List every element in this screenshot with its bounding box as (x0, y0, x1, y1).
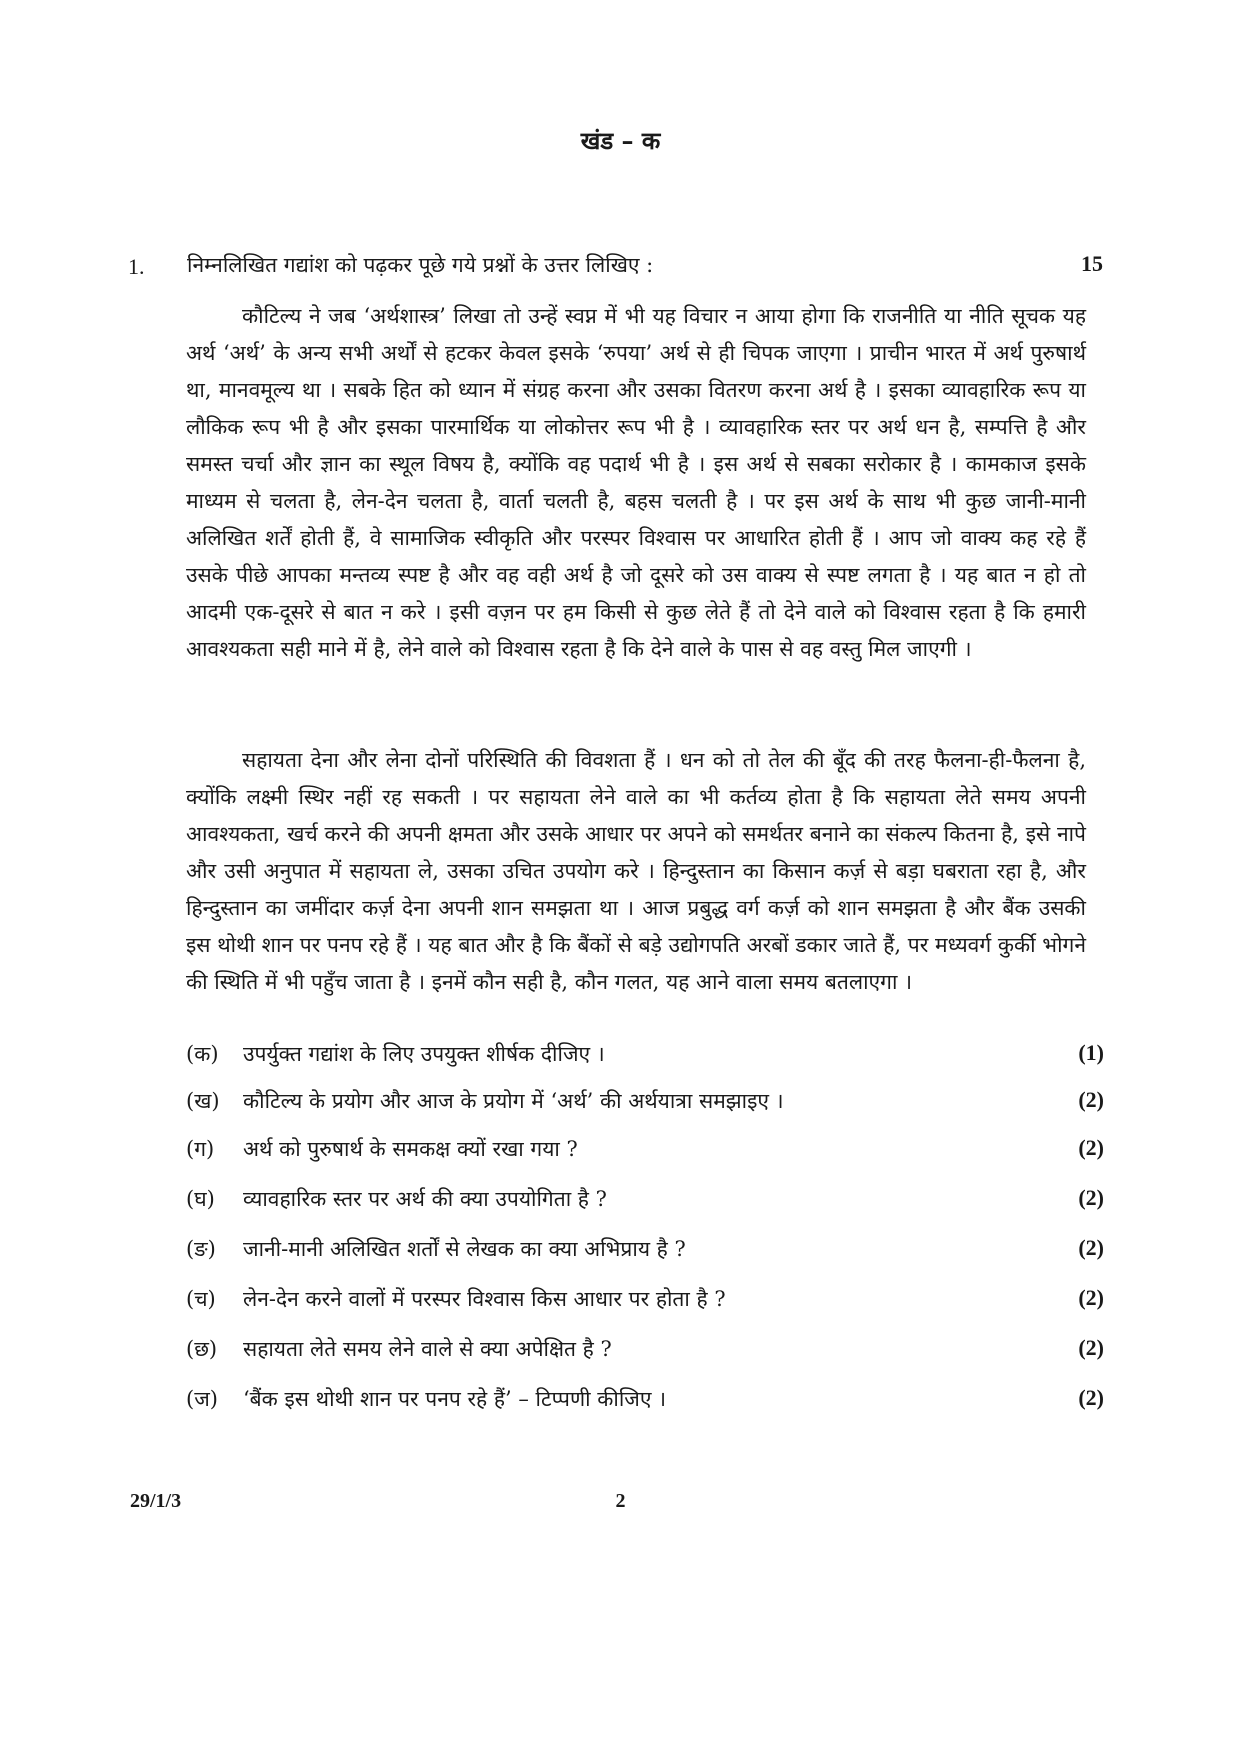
sub-question-marks: (2) (1078, 1385, 1104, 1410)
sub-question-label: (ग) (186, 1137, 215, 1161)
sub-question-label: (ख) (186, 1089, 220, 1113)
sub-question-marks: (2) (1078, 1285, 1104, 1310)
sub-question-marks: (2) (1078, 1185, 1104, 1210)
question-marks: 15 (1081, 251, 1103, 276)
sub-question-cha (186, 1285, 1104, 1321)
sub-question-marks: (2) (1078, 1135, 1104, 1160)
sub-question-text: अर्थ को पुरुषार्थ के समकक्ष क्यों रखा गया ? (243, 1137, 578, 1161)
sub-question-text: व्यावहारिक स्तर पर अर्थ की क्या उपयोगिता है ? (243, 1187, 607, 1211)
sub-question-ga (186, 1135, 1104, 1171)
question-instruction: निम्नलिखित गद्यांश को पढ़कर पूछे गये प्रश्नों के उत्तर लिखिए : (187, 253, 654, 277)
sub-question-text: कौटिल्य के प्रयोग और आज के प्रयोग में ‘अर्थ’ की अर्थयात्रा समझाइए । (243, 1089, 784, 1113)
sub-question-marks: (2) (1078, 1087, 1104, 1112)
sub-question-label: (क) (186, 1042, 219, 1066)
sub-question-ja (186, 1385, 1104, 1421)
sub-question-kha (186, 1087, 1104, 1123)
sub-question-marks: (2) (1078, 1335, 1104, 1360)
passage-paragraph-2: सहायता देना और लेना दोनों परिस्थिति की विवशता हैं । धन को तो तेल की बूँद की तरह फैलना-ही-फैलना है, क्योंकि लक्ष्मी स्थिर नहीं रह सकती । पर सहायता लेने वाले का भी कर्तव्य होता है कि सहायता लेते समय अपनी आवश्यकता, खर्च करने की अपनी क्षमता और उसके आधार पर अपने को समर्थतर बनाने का संकल्प कितना है, इसे नापे और उसी अनुपात में सहायता ले, उसका उचित उपयोग करे । हिन्दुस्तान का किसान कर्ज़ से बड़ा घबराता रहा है, और हिन्दुस्तान का जमींदार कर्ज़ देना अपनी शान समझता था । आज प्रबुद्ध वर्ग कर्ज़ को शान समझता है और बैंक उसकी इस थोथी शान पर पनप रहे हैं । यह बात और है कि बैंकों से बड़े उद्योगपति अरबों डकार जाते हैं, पर मध्यवर्ग कुर्की भोगने की स्थिति में भी पहुँच जाता है । इनमें कौन सही है, कौन गलत, यह आने वाला समय बतलाएगा । (186, 748, 1086, 994)
sub-question-text: लेन-देन करने वालों में परस्पर विश्वास किस आधार पर होता है ? (243, 1287, 726, 1311)
sub-question-text: जानी-मानी अलिखित शर्तों से लेखक का क्या अभिप्राय है ? (243, 1237, 686, 1261)
question-number: 1. (128, 254, 145, 279)
section-title: खंड – क (580, 126, 661, 155)
sub-question-marks: (1) (1078, 1040, 1104, 1065)
sub-question-gha (186, 1185, 1104, 1221)
paper-code: 29/1/3 (130, 1490, 182, 1512)
sub-question-label: (छ) (186, 1337, 218, 1361)
passage-paragraph-1: कौटिल्य ने जब ‘अर्थशास्त्र’ लिखा तो उन्हें स्वप्न में भी यह विचार न आया होगा कि राजनीति या नीति सूचक यह अर्थ ‘अर्थ’ के अन्य सभी अर्थों से हटकर केवल इसके ‘रुपया’ अर्थ से ही चिपक जाएगा । प्राचीन भारत में अर्थ पुरुषार्थ था, मानवमूल्य था । सबके हित को ध्यान में संग्रह करना और उसका वितरण करना अर्थ है । इसका व्यावहारिक रूप या लौकिक रूप भी है और इसका पारमार्थिक या लोकोत्तर रूप भी है । व्यावहारिक स्तर पर अर्थ धन है, सम्पत्ति है और समस्त चर्चा और ज्ञान का स्थूल विषय है, क्योंकि वह पदार्थ भी है । इस अर्थ से सबका सरोकार है । कामकाज इसके माध्यम से चलता है, लेन-देन चलता है, वार्ता चलती है, बहस चलती है । पर इस अर्थ के साथ भी कुछ जानी-मानी अलिखित शर्तें होती हैं, वे सामाजिक स्वीकृति और परस्पर विश्वास पर आधारित होती हैं । आप जो वाक्य कह रहे हैं उसके पीछे आपका मन्तव्य स्पष्ट है और वह वही अर्थ है जो दूसरे को उस वाक्य से स्पष्ट लगता है । यह बात न हो तो आदमी एक-दूसरे से बात न करे । इसी वज़न पर हम किसी से कुछ लेते हैं तो देने वाले को विश्वास रहता है कि हमारी आवश्यकता सही माने में है, लेने वाले को विश्वास रहता है कि देने वाले के पास से वह वस्तु मिल जाएगी । (186, 304, 1086, 661)
sub-question-label: (घ) (186, 1187, 215, 1211)
sub-question-label: (च) (186, 1287, 216, 1311)
sub-question-chha (186, 1335, 1104, 1371)
sub-question-label: (ज) (186, 1387, 218, 1411)
page-number: 2 (615, 1490, 626, 1512)
sub-question-text: उपर्युक्त गद्यांश के लिए उपयुक्त शीर्षक दीजिए । (243, 1042, 605, 1066)
sub-question-nga (186, 1235, 1104, 1271)
sub-question-marks: (2) (1078, 1235, 1104, 1260)
sub-question-text: ‘बैंक इस थोथी शान पर पनप रहे हैं’ – टिप्पणी कीजिए । (243, 1387, 667, 1411)
sub-question-label: (ङ) (186, 1237, 216, 1261)
sub-question-text: सहायता लेते समय लेने वाले से क्या अपेक्षित है ? (243, 1337, 612, 1361)
sub-question-ka (186, 1040, 1104, 1076)
